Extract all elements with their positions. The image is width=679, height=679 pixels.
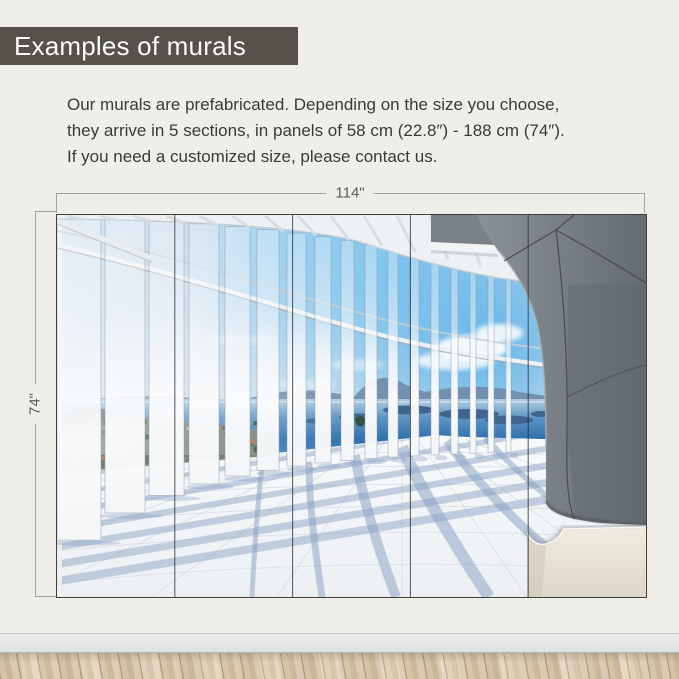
height-dimension-label: 74" [27, 384, 44, 424]
mural-scene [57, 215, 646, 597]
height-dimension-tick-bottom [35, 596, 56, 597]
description-line-1: Our murals are prefabricated. Depending on the size you choose, [67, 95, 560, 114]
description-line-3: If you need a customized size, please contact us. [67, 147, 438, 166]
height-dimension-tick-top [35, 211, 56, 212]
examples-header-bar [0, 27, 298, 65]
wood-floor [0, 653, 679, 679]
width-dimension-label: 114" [326, 185, 373, 202]
width-dimension-tick-left [56, 193, 57, 213]
mural-preview-image [56, 214, 647, 598]
width-dimension-tick-right [644, 193, 645, 213]
description-line-2: they arrive in 5 sections, in panels of 58 cm (22.8″) - 188 cm (74″). [67, 121, 565, 140]
description-text [67, 92, 565, 170]
baseboard [0, 633, 679, 653]
header-title: Examples of murals [14, 30, 246, 61]
